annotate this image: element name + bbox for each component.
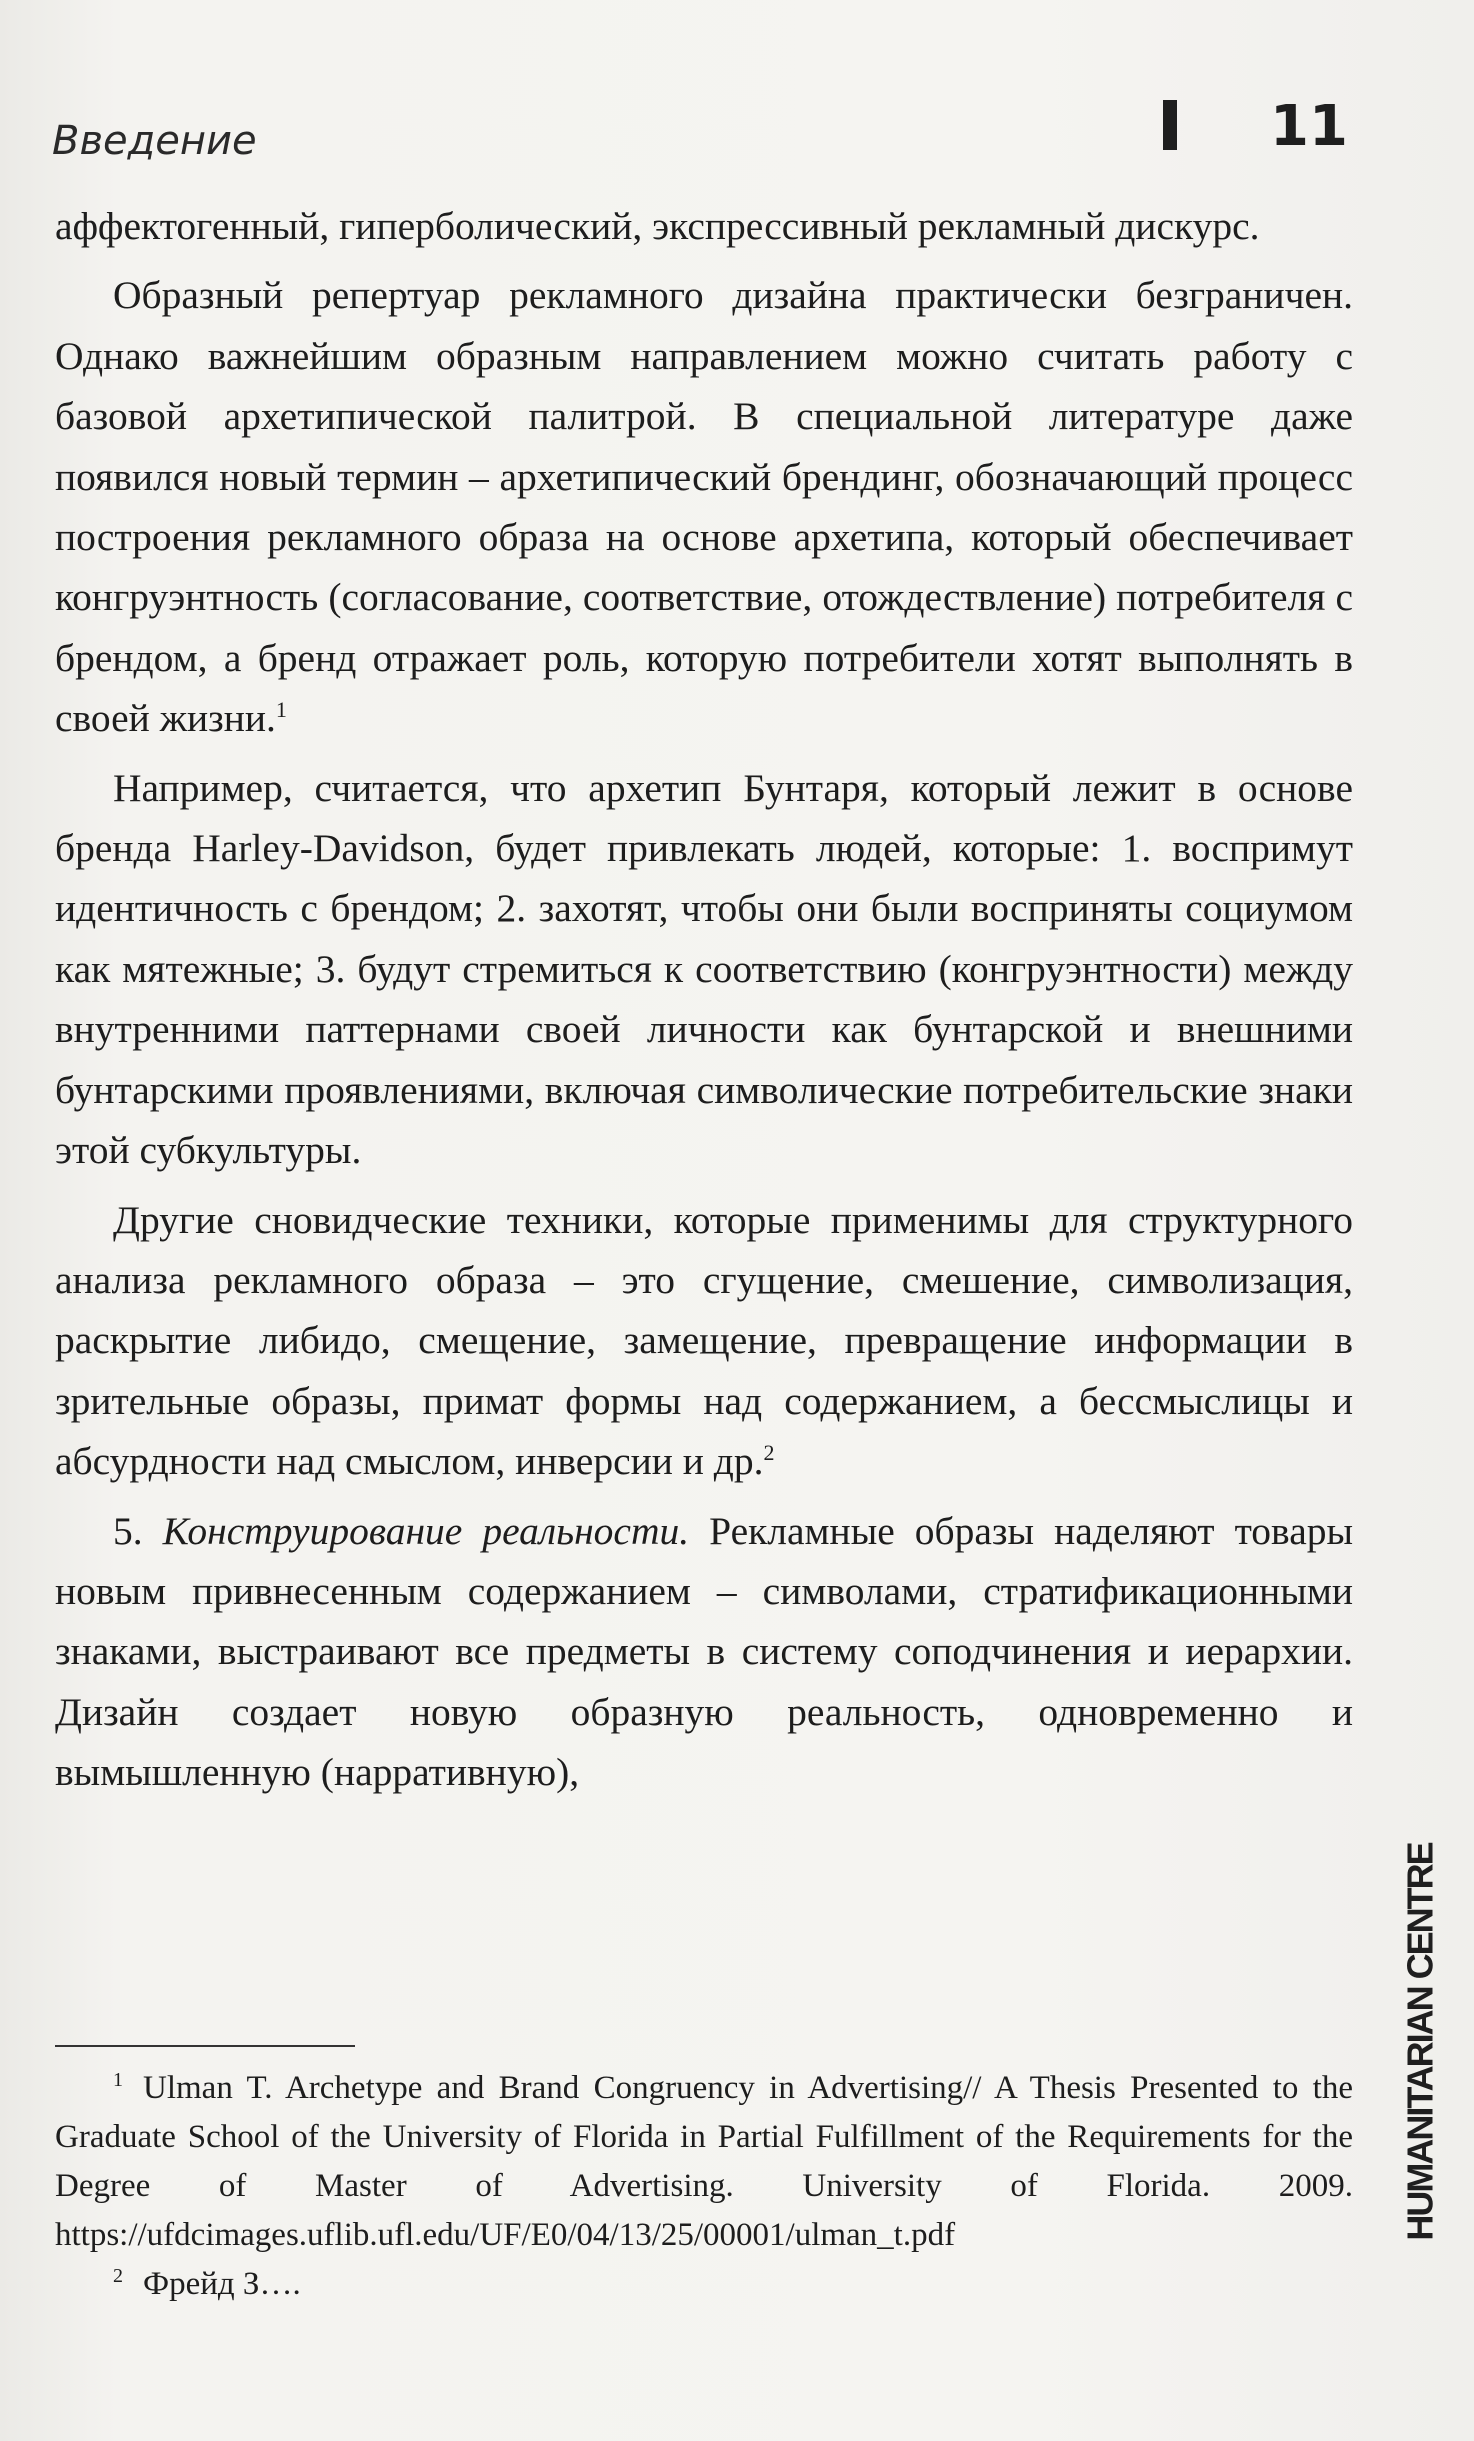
footnote-2 xyxy=(55,2260,1353,2309)
publisher-side-tab xyxy=(1397,1782,1445,2302)
footnote-2-number: 2 xyxy=(113,2265,123,2287)
publisher-name: HUMANITARIAN CENTRE xyxy=(1400,1843,1441,2241)
footnote-2-text: Фрейд З…. xyxy=(143,2266,301,2302)
footnote-1-text: Ulman T. Archetype and Brand Congruency in Advertising// A Thesis Presented to the Graduate School of the University of Florida in Partial Fulfillment of the Requirements for the Degree of Master of Advertising. University of Florida. 2009. https://ufdcimages.uflib.ufl.edu/UF/E0/04/13/25/00001/ulman_t.pdf xyxy=(55,2070,1353,2253)
footnote-1 xyxy=(55,2064,1353,2260)
footnote-ref-1: 1 xyxy=(275,697,287,723)
footnote-ref-2: 2 xyxy=(763,1439,775,1465)
paragraph-1: аффектогенный, гиперболический, экспрессивный рекламный дискурс. xyxy=(55,204,1260,248)
page-number: 11 xyxy=(1270,94,1348,159)
paragraph-2-text: Образный репертуар рекламного дизайна практически безграничен. Однако важнейшим образным направлением можно считать работу с базовой архетипической палитрой. В специальной литературе даже появился новый термин – архетипический брендинг, обозначающий процесс построения рекламного образа на основе архетипа, который обеспечивает конгруэнтность (согласование, соответствие, отождествление) потребителя с брендом, а бренд отражает роль, которую потребители хотят выполнять в своей жизни. xyxy=(55,273,1353,741)
footnote-1-number: 1 xyxy=(113,2069,123,2091)
main-text xyxy=(55,196,1353,1803)
paragraph-5-text: Рекламные образы наделяют товары новым привнесенным содержанием – символами, стратификационными знаками, выстраивают все предметы в систему соподчинения и иерархии. Дизайн создает новую образную реальность, одновременно и вымышленную (нарративную), xyxy=(55,1508,1354,1795)
section-heading-italic: Конструирование реальности. xyxy=(162,1508,690,1553)
footnote-separator xyxy=(55,2045,355,2047)
footnotes xyxy=(55,2064,1353,2309)
paragraph-4-text: Другие сновидческие техники, которые применимы для структурного анализа рекламного образа – это сгущение, смешение, символизация, раскрытие либидо, смещение, замещение, превращение информации в зрительные образы, примат формы над содержанием, а бессмыслицы и абсурдности над смыслом, инверсии и др. xyxy=(55,1197,1353,1484)
header-divider-bar xyxy=(1163,100,1177,150)
running-title: Введение xyxy=(52,118,257,164)
paragraph-2 xyxy=(55,265,1353,748)
list-number: 5. xyxy=(113,1508,143,1553)
paragraph-5 xyxy=(55,1501,1353,1803)
paragraph-4 xyxy=(55,1190,1353,1492)
paragraph-3: Например, считается, что архетип Бунтаря, который лежит в основе бренда Harley-Davidson, будет привлекать людей, которые: 1. воспримут идентичность с брендом; 2. захотят, чтобы они были восприняты социумом как мятежные; 3. будут стремиться к соответствию (конгруэнтности) между внутренними паттернами своей личности как бунтарской и внешними бунтарскими проявлениями, включая символические потребительские знаки этой субкультуры. xyxy=(55,765,1353,1173)
